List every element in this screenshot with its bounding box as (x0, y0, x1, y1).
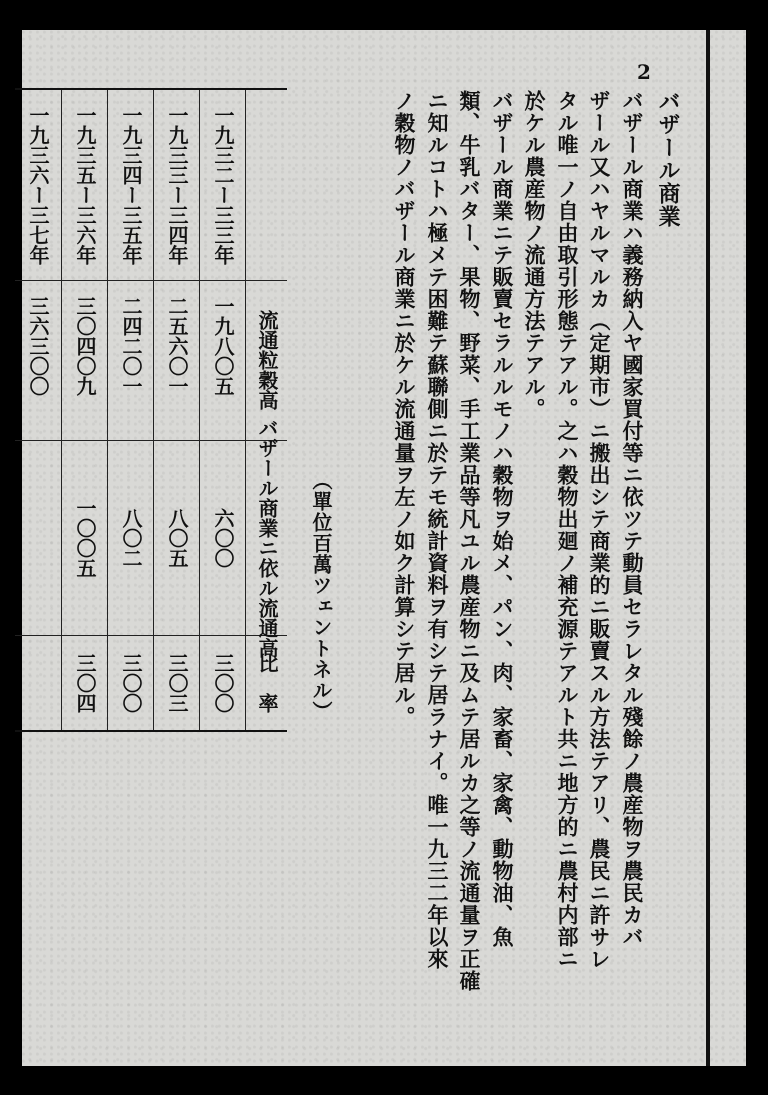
row-bazaar: 六〇〇 (211, 507, 235, 568)
grain-table (15, 88, 287, 732)
row-bazaar (15, 440, 61, 635)
table-row (61, 90, 108, 730)
paragraph-line-6: 類、牛乳バター、果物、野菜、手工業品等凡ユル農産物ニ及ムテ居ルカ之等ノ流通量ヲ正確 (457, 90, 482, 992)
row-year: 一九三四ー三五年 (119, 105, 143, 265)
row-grain: 二五六〇一 (165, 296, 189, 396)
paragraph-line-8: ノ穀物ノバザール商業ニ於ケル流通量ヲ左ノ如ク計算シテ居ル。 (392, 90, 417, 728)
row-year: 一九三三ー三四年 (165, 105, 189, 265)
row-grain: 三〇四〇九 (73, 296, 97, 396)
unit-note: （單位百萬ツェントネル） (309, 470, 333, 722)
header-ratio: 比 率 (255, 652, 279, 713)
table-row (153, 90, 200, 730)
page-number: 2 (637, 60, 651, 84)
paragraph-line-7: ニ知ルコトハ極メテ困難テ蘇聯側ニ於テモ統計資料ヲ有シテ居ラナイ。唯一九三二年以來 (425, 90, 450, 970)
row-year: 一九三六ー三七年 (26, 105, 50, 265)
section-heading: バザール商業 (655, 90, 681, 228)
binding-edge (706, 30, 710, 1066)
row-bazaar: 八〇五 (165, 507, 189, 568)
header-bazaar-volume: バザール商業ニ依ル流通高 (255, 417, 279, 658)
header-grain-volume: 流通粒穀高 (255, 310, 279, 410)
row-ratio: 三〇四 (73, 652, 97, 713)
row-year: 一九三五ー三六年 (73, 105, 97, 265)
table-row (107, 90, 154, 730)
row-ratio: 三〇〇 (211, 652, 235, 713)
paragraph-line-3: タル唯一ノ自由取引形態テアル。之ハ穀物出廻ノ補充源テアルト共ニ地方的ニ農村内部ニ (555, 90, 580, 970)
row-ratio: 三〇〇 (119, 652, 143, 713)
row-bazaar: 一〇〇五 (73, 497, 97, 578)
paragraph-line-2: ザール又ハヤルマルカ（定期市）ニ搬出シテ商業的ニ販賣スル方法テアリ、農民ニ許サレ (587, 90, 612, 970)
row-year: 一九三二ー三三年 (211, 105, 235, 265)
row-ratio: 三〇三 (165, 652, 189, 713)
table-row (199, 90, 246, 730)
row-bazaar: 八〇二 (119, 507, 143, 568)
paragraph-line-1: バザール商業ハ義務納入ヤ國家買付等ニ依ツテ動員セラレタル殘餘ノ農産物ヲ農民カバ (620, 90, 645, 948)
paragraph-line-4: 於ケル農産物ノ流通方法テアル。 (522, 90, 547, 420)
row-grain: 一九八〇五 (211, 296, 235, 396)
header-label-blank (246, 90, 288, 280)
row-grain: 二四二〇一 (119, 296, 143, 396)
row-ratio (15, 635, 61, 730)
table-row (15, 90, 61, 730)
paragraph-line-5: バザール商業ニテ販賣セラルルモノハ穀物ヲ始メ、パン、肉、家畜、家禽、動物油、魚 (490, 90, 515, 948)
row-grain: 三六三〇〇 (26, 296, 50, 396)
table-header-column (245, 90, 288, 730)
